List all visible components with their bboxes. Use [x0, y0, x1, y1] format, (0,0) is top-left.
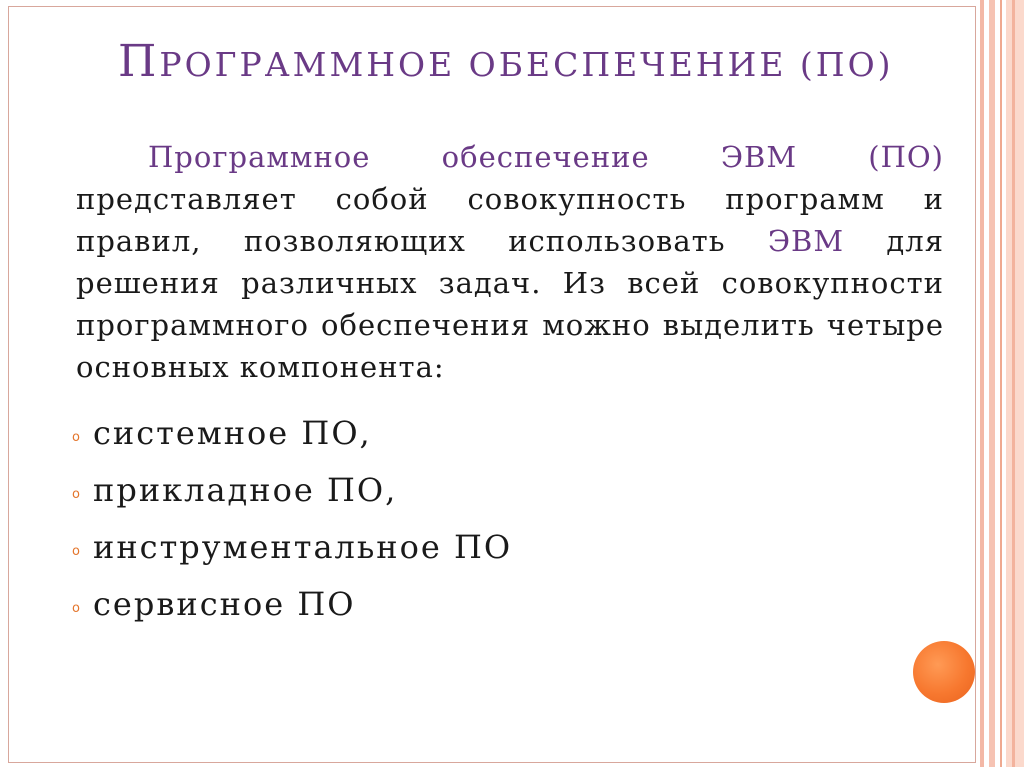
list-item: [72, 510, 512, 567]
bullet-icon: o: [72, 430, 80, 445]
list-item-text: сервисное ПО: [93, 585, 356, 623]
title-rest: РОГРАММНОЕ ОБЕСПЕЧЕНИЕ (ПО): [159, 45, 894, 84]
body-paragraph: [76, 136, 944, 388]
components-list: [72, 396, 512, 624]
bullet-icon: o: [72, 601, 80, 616]
paragraph-lead-accent: Программное обеспечение ЭВМ (ПО): [148, 140, 944, 174]
list-item-text: инструментальное ПО: [93, 528, 513, 566]
list-item: [72, 567, 512, 624]
bullet-icon: o: [72, 544, 80, 559]
decorative-stripe: [980, 0, 984, 767]
slide-title: [118, 36, 894, 87]
list-item: [72, 396, 512, 453]
title-first-letter: П: [118, 36, 160, 87]
decorative-stripe: [1006, 0, 1024, 767]
paragraph-text-2: для решения различных задач. Из всей совокупности программного обеспечения можно выделить четыре основных компонента:: [76, 224, 944, 384]
list-item-text: прикладное ПО,: [93, 471, 398, 509]
paragraph-text-1: представляет собой совокупность программ и правил, позволяющих использовать: [76, 182, 944, 258]
paragraph-mid-accent: ЭВМ: [767, 224, 845, 258]
bullet-icon: o: [72, 487, 80, 502]
decorative-stripe: [1000, 0, 1002, 767]
decorative-stripe: [989, 0, 995, 767]
list-item-text: системное ПО,: [93, 414, 372, 452]
decorative-circle: [913, 641, 975, 703]
decorative-stripe: [1012, 0, 1015, 767]
list-item: [72, 453, 512, 510]
